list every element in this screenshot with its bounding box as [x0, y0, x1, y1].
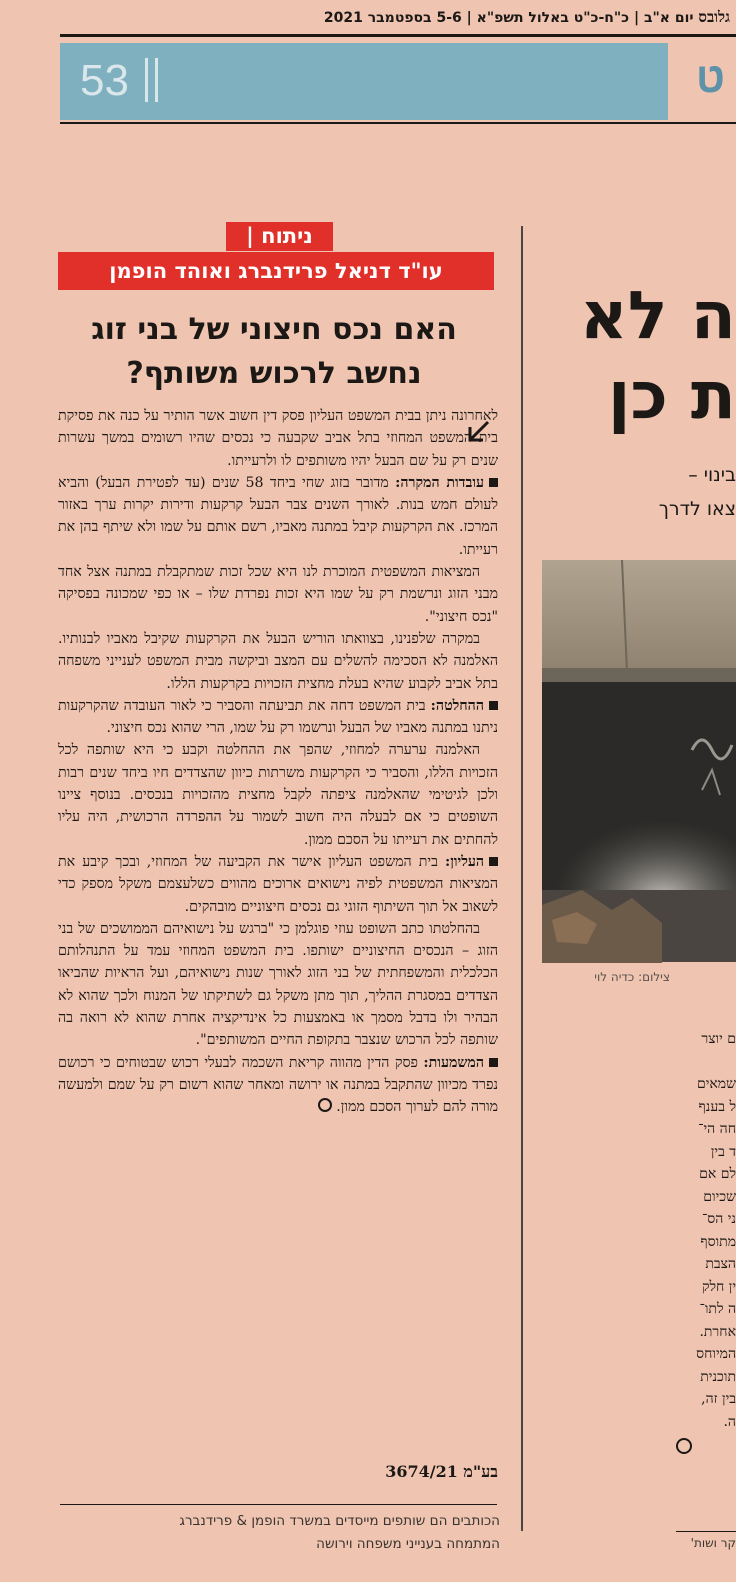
adjacent-line: שמאים	[696, 1076, 736, 1092]
adjacent-headline-line: ת כן	[607, 357, 736, 434]
paragraph	[58, 472, 498, 561]
adjacent-line: ם יוצר	[701, 1031, 736, 1047]
bio-rule	[60, 1504, 497, 1505]
end-mark-icon	[318, 1098, 332, 1112]
bio-line: המתמחה בענייני משפחה וירושה	[316, 1536, 500, 1552]
headline-line: האם נכס חיצוני של בני זוג	[91, 312, 457, 347]
paragraph-text: מדובר בזוג שחי ביחד 58 שנים (עד לפטירת הבעל) והביא לעולם חמש בנות. לאורך השנים צבר הבעל קרקעות ודירות יקרות ערך באזור המרכז. את הקרקעות קיבל במתנה מאביו, רשם אותם על שמו ולא שיתף בהן את רעייתו.	[58, 474, 498, 558]
paragraph: לאחרונה ניתן בבית המשפט העליון פסק דין חשוב אשר הותיר על כנה את פסיקת בית המשפט המחוזי בתל אביב שקבעה כי נכסים שהיו רשומים במשך עשרות שנים רק על שם הבעל יהיו משותפים לו ולרעייתו.	[58, 408, 498, 469]
adjacent-headline-line: ה לא	[579, 277, 736, 354]
adjacent-line: ין חלק	[701, 1278, 736, 1295]
paragraph-lead: ההחלטה:	[430, 697, 484, 714]
photo-image	[542, 560, 736, 962]
paragraph: במקרה שלפנינו, בצוואתו הוריש הבעל את הקרקעות שקיבל מאביו לבנותיו. האלמנה לא הסכימה להשלים עם המצב וביקשה מבית המשפט לענייני משפחה בתל אביב לקבוע שהיא בעלת מחצית הזכויות בקרקעות הללו.	[58, 630, 498, 692]
paragraph: בהחלטתו כתב השופט עוזי פוגלמן כי "ברגש על נישואיהם הממושכים של בני הזוג – הנכסים החיצוניים ישותפו. בית המשפט המחוזי עמד על התנהלותם הכלכלית והמשפחתית של בני הזוג לאורך שנות נישואיהם, ועל הראיות שהביאו הצדדים במסגרת ההליך, תוך מתן משקל גם לשתיקתו של המנוח ולכך שהוא לא הבהיר ולו בדבל מסמך או באמצעות כל אינדיקציה אחרת שהוא לא רואה בה שותפה לכל הרכוש שנצבר בתקופת החיים המשותפים".	[58, 920, 498, 1049]
adjacent-line: הצבת	[705, 1256, 736, 1272]
bio-line: הכותבים הם שותפים מייסדים במשרד הופמן & פרידנברג	[179, 1513, 500, 1529]
adjacent-body	[676, 1028, 736, 1433]
date-line	[60, 8, 730, 28]
article-photo	[542, 560, 736, 962]
adjacent-line: אחרת.	[699, 1323, 736, 1340]
headline-line: נחשב לרכוש משותף?	[126, 356, 422, 391]
adjacent-rule	[676, 1531, 736, 1532]
column-divider	[521, 226, 523, 1531]
paragraph	[58, 695, 498, 740]
adjacent-line: ה לתו־	[699, 1301, 736, 1317]
adjacent-line: תוכנית	[700, 1368, 736, 1385]
adjacent-line: לם אם	[699, 1166, 736, 1182]
bullet-square-icon	[489, 701, 498, 710]
adjacent-subtitle	[628, 458, 736, 526]
article-body	[58, 405, 498, 1119]
bullet-square-icon	[489, 478, 498, 487]
case-number: בע"מ 3674/21	[385, 1462, 498, 1481]
paragraph	[58, 851, 498, 918]
issue-date: יום א"ב | כ"ח-כ"ט באלול תשפ"א | 5-6 בספטמבר 2021	[323, 10, 694, 26]
adjacent-line: ה.	[723, 1413, 736, 1430]
photo-credit: צילום: כדיה לוי	[594, 970, 670, 984]
paragraph	[58, 1052, 498, 1119]
adjacent-line: ל בענף	[698, 1098, 736, 1115]
page-number: 53	[80, 56, 129, 105]
paragraph-lead: עובדות המקרה:	[395, 474, 485, 491]
adjacent-line	[676, 1051, 736, 1074]
adjacent-line: ני הס־	[701, 1211, 736, 1227]
banner-rule	[60, 122, 736, 124]
paragraph-lead: המשמעות:	[423, 1054, 484, 1071]
adjacent-subtitle-line: בינוי –	[688, 464, 736, 486]
section-tag: ניתוח |	[226, 222, 333, 251]
paragraph-lead: העליון:	[444, 853, 485, 870]
adjacent-headline	[579, 276, 736, 436]
author-bio	[60, 1510, 500, 1556]
right-heading: ט	[696, 54, 725, 101]
paragraph-text: פסק הדין מהווה קריאת השכמה לבעלי רכוש שבטוחים כי רכושם נפרד מכיוון שהתקבל במתנה או ירושה ומאחר שהוא רשום רק על שמם ולמעשה מורה להם לערוך הסכם ממון.	[58, 1054, 498, 1116]
author-byline: עו"ד דניאל פרידנברג ואוהד הופמן	[58, 252, 494, 290]
brand-logo: גלובס	[698, 8, 730, 26]
header-rule	[60, 34, 736, 37]
article-headline	[56, 308, 492, 396]
adjacent-line: בין זה,	[701, 1391, 736, 1407]
adjacent-line: ד בין	[710, 1143, 736, 1160]
end-mark-icon	[676, 1438, 692, 1454]
paragraph-text: בית המשפט דחה את תביעתה והסביר כי לאור העובדה שהקרקעות ניתנו במתנה מאביו של הבעל ונרשמו רק על שמו, הרי שהוא נכס חיצוני.	[58, 697, 498, 737]
adjacent-subtitle-line: צאו לדרך	[658, 498, 736, 520]
paragraph: המציאות המשפטית המוכרת לנו היא שכל זכות שמתקבלת במתנה אצל אחד מבני הזוג ונרשמת רק על שמו היא זכות נפרדת שלו – או כפי שמכונה בפסיקה "נכס חיצוני".	[58, 564, 498, 625]
adjacent-line: חה הי־	[698, 1121, 736, 1137]
bullet-square-icon	[489, 857, 498, 866]
bullet-square-icon	[489, 1058, 498, 1067]
paragraph: האלמנה ערערה למחוזי, שהפך את ההחלטה וקבע כי היא שותפה לכל הזכויות הללו, והסביר כי הקרקעות משרתות כיוון שהצדדים חיו ביחד שנים רבות ולכן לגיטימי שהאלמנה ציפתה לקבל מחצית מהזכויות בנכסים. בנוסף ציינו השופטים כי אם לבעלה היה חשוב לשמור על ההפרדה הרכושית, היה עליו להחתים את רעייתו על הסכם ממון.	[58, 742, 498, 848]
page-divider-icon	[145, 58, 159, 102]
adjacent-footer: קר ושות'	[690, 1536, 736, 1550]
adjacent-line: המיוחס	[696, 1346, 736, 1362]
paragraph-text: בית המשפט העליון אישר את הקביעה של המחוזי, ובכך קיבע את המציאות המשפטית לפיה נישואים ארוכים מהווים כשלעצמם משקל מספק כדי לשאוב אל תוך השיתוף הזוגי גם נכסים חיצוניים מובהקים.	[58, 853, 498, 915]
adjacent-line: שכיום	[703, 1188, 736, 1205]
adjacent-line: מתוסף	[700, 1233, 736, 1250]
